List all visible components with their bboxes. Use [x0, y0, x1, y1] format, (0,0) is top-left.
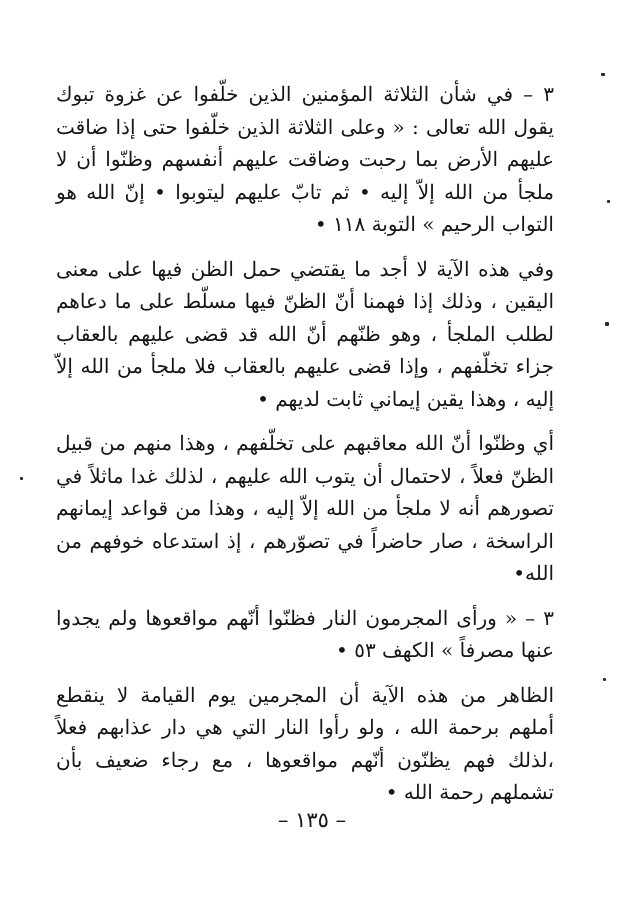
margin-mark [607, 200, 610, 203]
paragraph-commentary-1: وفي هذه الآية لا أجد ما يقتضي حمل الظن فيها على معنى اليقين ، وذلك إذا فهمنا أنّ الظنّ فيها مسلّط على ما دعاهم لطلب الملجأ ، وهو ظنّهم أنّ الله قد قضى عليهم بالعقاب جزاء تخلّفهم ، وإذا قضى عليهم بالعقاب فلا ملجأ من الله إلاّ إليه ، وهذا يقين إيماني ثابت لديهم • [56, 256, 554, 411]
margin-mark [601, 73, 605, 76]
margin-mark [605, 322, 609, 326]
page-body [56, 78, 554, 809]
paragraph-commentary-2: أي وظنّوا أنّ الله معاقبهم على تخلّفهم ، وهذا منهم من قبيل الظنّ فعلاً ، لاحتمال أن يتوب الله عليهم ، لذلك غدا ماثلاً في تصورهم أنه لا ملجأ من الله إلاّ إليه ، وهذا من قواعد إيمانهم الراسخة ، صار حاضراً في تصوّرهم ، إذ استدعاه خوفهم من الله• [56, 431, 554, 585]
paragraph-verse-tawba: ٣ – في شأن الثلاثة المؤمنين الذين خلّفوا عن غزوة تبوك يقول الله تعالى : « وعلى الثلاثة الذين خلّفوا حتى إذا ضاقت عليهم الأرض بما رحبت وضاقت عليهم أنفسهم وظنّوا أن لا ملجأ من الله إلاّ إليه • ثم تابّ عليهم ليتوبوا • إنّ الله هو التواب الرحيم » التوبة ١١٨ • [56, 82, 554, 236]
margin-mark [20, 477, 23, 480]
paragraph-commentary-3: الظاهر من هذه الآية أن المجرمين يوم القيامة لا ينقطع أملهم برحمة الله ، ولو رأوا النار التي هي دار عذابهم فعلاً ،لذلك فهم يظنّون أنّهم مواقعوها ، مع رجاء ضعيف بأن تشملهم رحمة الله • [56, 682, 554, 804]
margin-mark [603, 678, 606, 681]
page-number: – ١٣٥ – [277, 808, 347, 832]
paragraph-verse-kahf: ٣ – « ورأى المجرمون النار فظنّوا أنّهم مواقعوها ولم يجدوا عنها مصرفاً » الكهف ٥٣ • [56, 605, 554, 662]
